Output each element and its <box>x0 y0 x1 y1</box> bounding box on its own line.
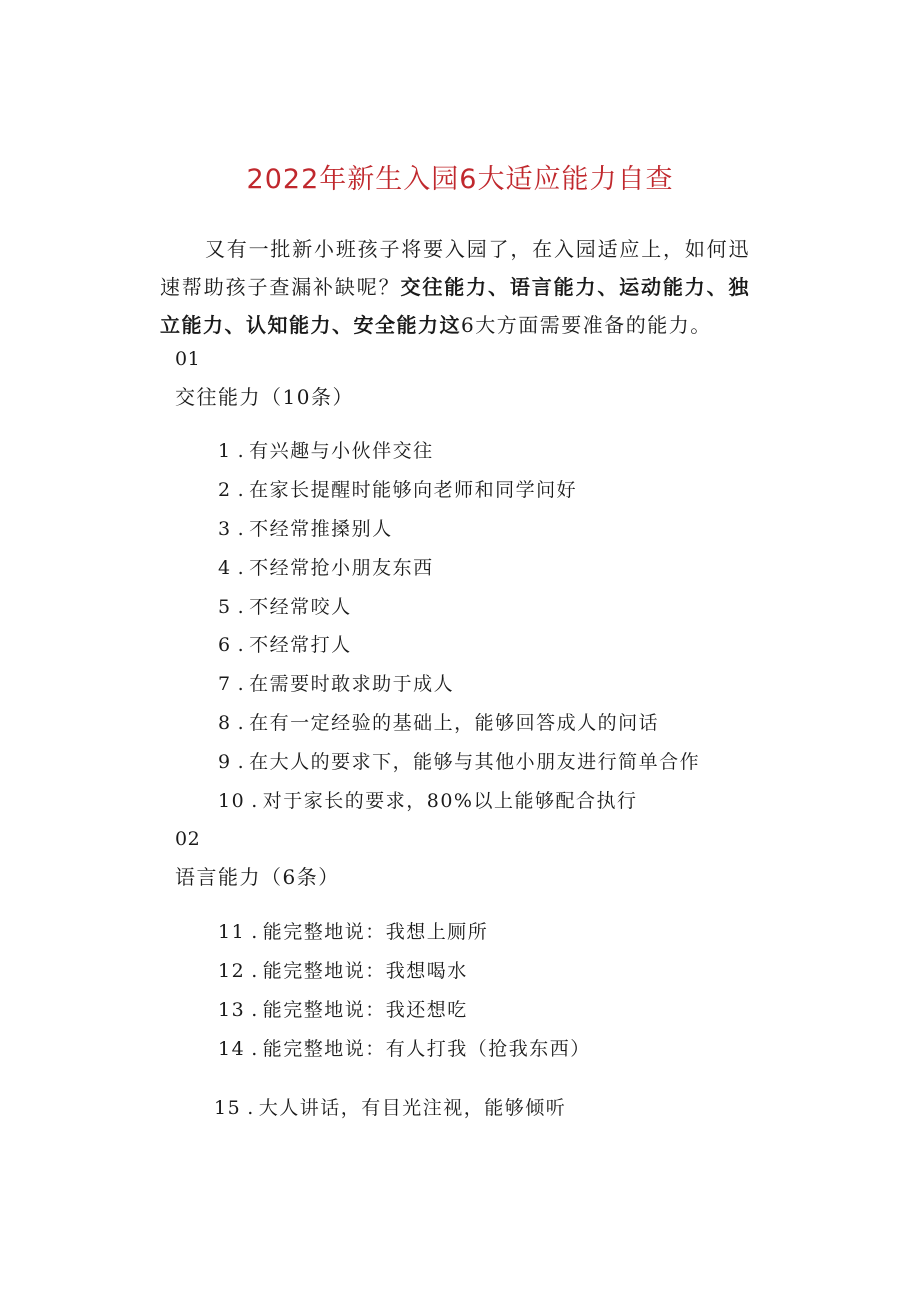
item-separator: . <box>237 751 246 774</box>
item-text: 能完整地说：我还想吃 <box>262 998 468 1021</box>
item-text: 不经常推搡别人 <box>249 517 393 540</box>
list-item <box>218 1034 591 1073</box>
intro-text-end: 6大方面需要准备的能力。 <box>461 313 712 337</box>
item-text: 能完整地说：有人打我（抢我东西） <box>262 1037 591 1060</box>
item-separator: . <box>237 478 246 501</box>
page-title: 2022年新生入园6大适应能力自查 <box>246 164 674 195</box>
item-text: 能完整地说：我想喝水 <box>262 959 468 982</box>
item-number: 12 <box>218 959 246 982</box>
item-separator: . <box>237 634 246 657</box>
list-item <box>218 553 700 592</box>
intro-text: 又有一批新小班孩子将要入园了，在入园适应上，如何迅速帮助孩子查漏补缺呢？ <box>160 237 750 299</box>
item-text: 在需要时敢求助于成人 <box>249 673 455 696</box>
item-number: 14 <box>218 1037 246 1060</box>
item-separator: . <box>251 790 259 813</box>
item-number: 4 <box>218 556 232 579</box>
item-number: 11 <box>218 921 246 943</box>
item-number: 15 <box>214 1097 242 1119</box>
list-item <box>218 747 700 786</box>
list-item <box>218 669 700 708</box>
item-number: 8 <box>218 712 232 735</box>
list-item <box>218 592 700 631</box>
item-number: 13 <box>218 998 246 1021</box>
item-separator: . <box>237 673 246 696</box>
item-separator: . <box>247 1097 255 1119</box>
list-item <box>214 1093 566 1132</box>
item-separator: . <box>237 440 246 462</box>
list-item <box>218 786 700 825</box>
section-number: 01 <box>175 348 201 370</box>
item-text: 在有一定经验的基础上，能够回答成人的问话 <box>249 712 660 735</box>
section-number: 02 <box>175 828 201 850</box>
ability-list <box>218 917 591 1073</box>
item-text: 在家长提醒时能够向老师和同学问好 <box>249 478 578 501</box>
list-item <box>218 917 591 956</box>
list-item <box>218 995 591 1034</box>
intro-highlight: 交往能力、语言能力、运动能力、独立能力、认知能力、安全能力这 <box>160 275 751 337</box>
item-number: 3 <box>218 517 232 540</box>
item-separator: . <box>251 1037 259 1060</box>
item-separator: . <box>237 595 246 618</box>
item-separator: . <box>251 959 259 982</box>
item-text: 有兴趣与小伙伴交往 <box>249 440 434 462</box>
item-number: 10 <box>218 790 246 813</box>
list-item <box>218 708 700 747</box>
item-text: 不经常咬人 <box>249 595 352 618</box>
item-separator: . <box>237 556 246 579</box>
list-item <box>218 956 591 995</box>
section-title: 语言能力（6条） <box>175 865 340 889</box>
item-number: 7 <box>218 673 232 696</box>
item-separator: . <box>251 998 259 1021</box>
item-separator: . <box>251 921 259 943</box>
item-separator: . <box>237 712 246 735</box>
item-separator: . <box>237 517 246 540</box>
item-text: 在大人的要求下，能够与其他小朋友进行简单合作 <box>249 751 701 774</box>
item-number: 1 <box>218 440 232 462</box>
item-text: 大人讲话，有目光注视，能够倾听 <box>258 1097 567 1119</box>
item-text: 不经常抢小朋友东西 <box>249 556 434 579</box>
item-text: 能完整地说：我想上厕所 <box>262 921 489 943</box>
ability-list <box>218 436 700 825</box>
list-item <box>218 514 700 553</box>
item-number: 5 <box>218 595 232 618</box>
list-item <box>218 475 700 514</box>
item-number: 2 <box>218 478 232 501</box>
item-text: 不经常打人 <box>249 634 352 657</box>
ability-list <box>214 1093 566 1132</box>
item-number: 6 <box>218 634 232 657</box>
list-item <box>218 436 700 475</box>
section-title: 交往能力（10条） <box>175 385 354 409</box>
intro-paragraph <box>160 230 750 344</box>
item-text: 对于家长的要求，80%以上能够配合执行 <box>262 790 638 813</box>
item-number: 9 <box>218 751 232 774</box>
list-item <box>218 630 700 669</box>
